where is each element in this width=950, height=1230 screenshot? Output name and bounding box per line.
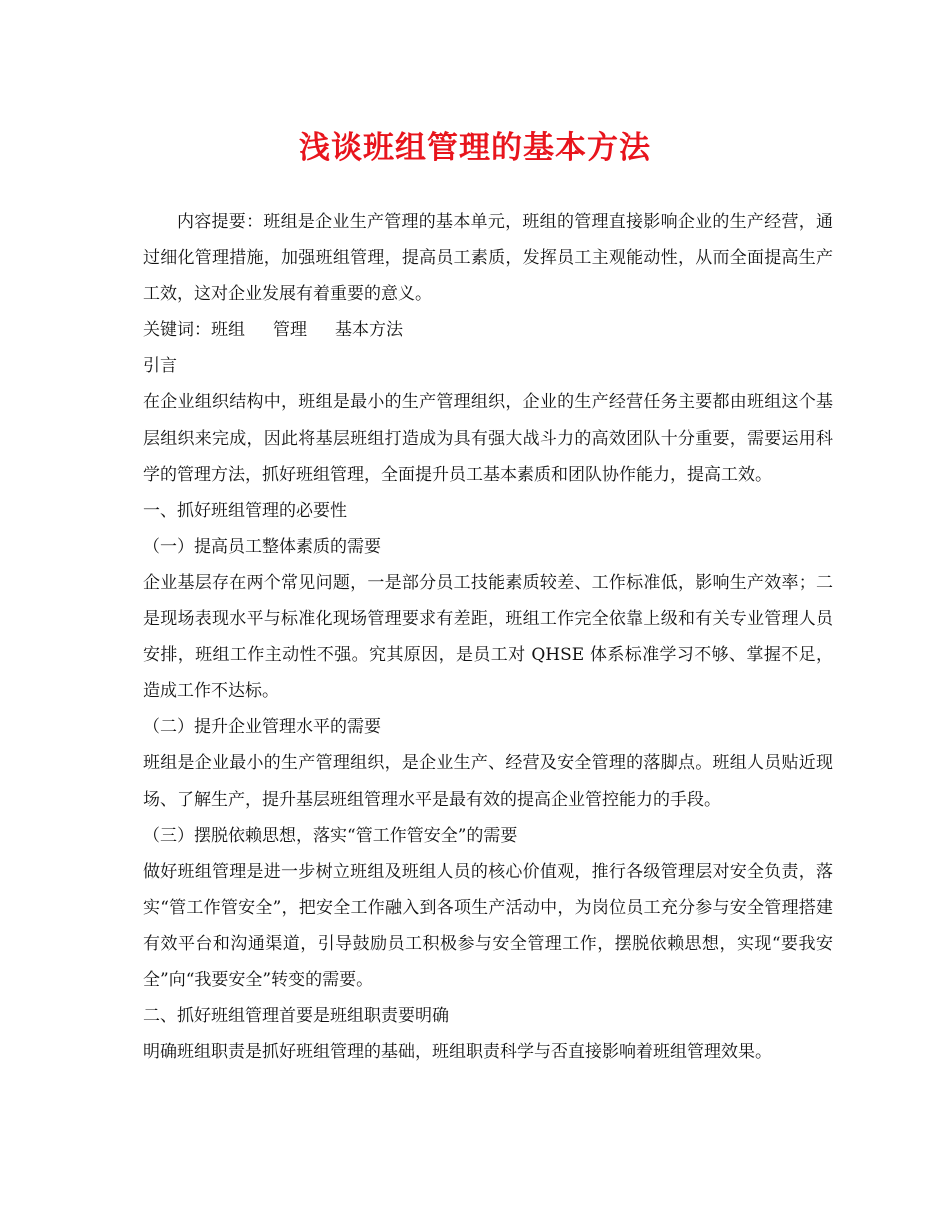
subsection-heading: （二）提升企业管理水平的需要: [143, 717, 381, 738]
section-heading: 一、抓好班组管理的必要性: [143, 500, 347, 521]
intro-heading: 引言: [143, 356, 177, 377]
subsection-paragraph: 企业基层存在两个常见问题，一是部分员工技能素质较差、工作标准低，影响生产效率；二是现场表现水平与标准化现场管理要求有差距，班组工作完全依靠上级和有关专业管理人员安排，班组工作主动性不强。究其原因，是员工对 QHSE 体系标准学习不够、掌握不足，造成工作不达标。: [143, 572, 833, 702]
subsection-paragraph: 做好班组管理是进一步树立班组及班组人员的核心价值观，推行各级管理层对安全负责，落实“管工作管安全”，把安全工作融入到各项生产活动中，为岗位员工充分参与安全管理搭建有效平台和沟通渠道，引导鼓励员工积极参与安全管理工作，摆脱依赖思想，实现“要我安全”向“我要安全”转变的需要。: [143, 861, 833, 990]
subsection-heading: （三）摆脱依赖思想，落实“管工作管安全”的需要: [143, 825, 518, 846]
subsection-heading: （一）提高员工整体素质的需要: [143, 536, 381, 557]
section-paragraph: 明确班组职责是抓好班组管理的基础，班组职责科学与否直接影响着班组管理效果。: [143, 1042, 772, 1063]
intro-paragraph: 在企业组织结构中，班组是最小的生产管理组织，企业的生产经营任务主要都由班组这个基层组织来完成，因此将基层班组打造成为具有强大战斗力的高效团队十分重要，需要运用科学的管理方法，抓好班组管理，全面提升员工基本素质和团队协作能力，提高工效。: [143, 392, 833, 485]
document-title: 浅谈班组管理的基本方法: [299, 130, 651, 166]
abstract-paragraph: 内容提要：班组是企业生产管理的基本单元，班组的管理直接影响企业的生产经营，通过细化管理措施，加强班组管理，提高员工素质，发挥员工主观能动性，从而全面提高生产工效，这对企业发展有着重要的意义。: [143, 212, 833, 305]
keyword-item: 班组: [211, 320, 245, 341]
keywords-label: 关键词：: [143, 320, 211, 341]
subsection-paragraph: 班组是企业最小的生产管理组织，是企业生产、经营及安全管理的落脚点。班组人员贴近现场、了解生产，提升基层班组管理水平是最有效的提高企业管控能力的手段。: [143, 753, 833, 810]
keywords-line: [143, 312, 833, 348]
keyword-item: 基本方法: [335, 320, 403, 341]
keyword-item: 管理: [273, 320, 307, 341]
section-heading: 二、抓好班组管理首要是班组职责要明确: [143, 1006, 449, 1027]
document-body: [143, 204, 833, 1070]
